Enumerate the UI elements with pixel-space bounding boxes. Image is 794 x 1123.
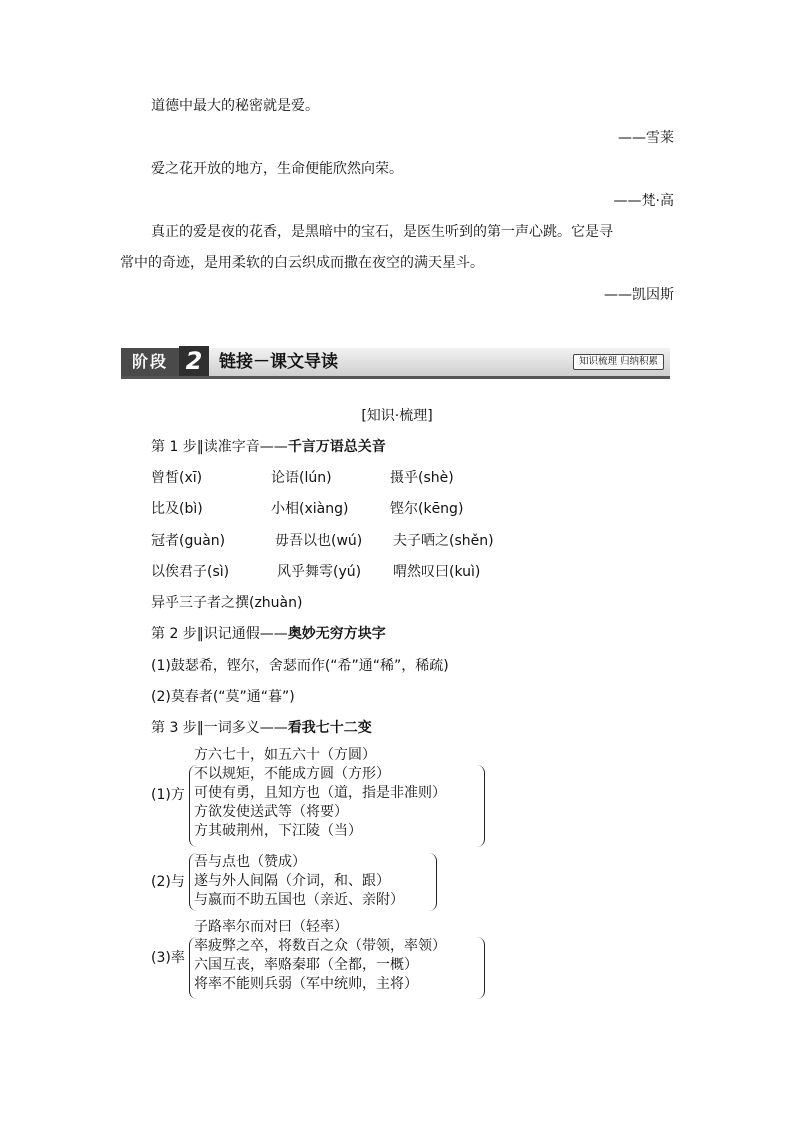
quote-1-text: 道德中最大的秘密就是爱。 — [151, 98, 319, 114]
step1-cell: 曾皙(xī) — [151, 470, 203, 486]
polysemy-item: 六国互丧，率赂秦耶（全都，一概） — [194, 957, 418, 973]
polysemy-label: (3)率 — [151, 950, 185, 966]
step1-cell: 以俟君子(sì) — [151, 564, 230, 580]
step3-heading — [151, 718, 372, 738]
step3-label: 第 3 步‖一词多义—— — [151, 720, 288, 736]
section-banner — [121, 348, 670, 379]
polysemy-label: (2)与 — [151, 874, 185, 890]
step1-cell: 论语(lún) — [271, 470, 332, 486]
step1-cell: 比及(bì) — [151, 501, 203, 517]
step1-cell: 毋吾以也(wú) — [275, 533, 363, 549]
banner-tag: 知识梳理 归纳积累 — [573, 354, 664, 370]
step1-cell: 异乎三子者之撰(zhuàn) — [151, 595, 303, 611]
step1-cell: 小相(xiàng) — [271, 501, 349, 517]
polysemy-item: 方其破荆州，下江陵（当） — [194, 823, 362, 839]
stage-label: 阶段 — [121, 348, 179, 376]
step1-heading — [151, 437, 386, 457]
quote-2-author: ——梵·高 — [613, 193, 674, 209]
step1-cell: 摄乎(shè) — [390, 470, 454, 486]
quote-1-author: ——雪莱 — [618, 130, 674, 146]
step1-cell: 铿尔(kēng) — [390, 501, 464, 517]
step1-cell: 喟然叹曰(kuì) — [393, 564, 481, 580]
quote-3-author: ——凯因斯 — [604, 287, 674, 303]
polysemy-item: 遂与外人间隔（介词，和、跟） — [194, 873, 390, 889]
step2-label: 第 2 步‖识记通假—— — [151, 626, 288, 642]
step1-label: 第 1 步‖读准字音—— — [151, 439, 288, 455]
quote-2-text: 爱之花开放的地方，生命便能欣然向荣。 — [151, 161, 403, 177]
stage-number: 2 — [179, 346, 209, 376]
polysemy-label: (1)方 — [151, 787, 185, 803]
banner-title: 链接－课文导读 — [219, 352, 338, 372]
step2-item: (1)鼓瑟希，铿尔，舍瑟而作(“希”通“稀”，稀疏) — [151, 658, 449, 674]
step2-title: 奥妙无穷方块字 — [287, 626, 386, 642]
polysemy-item: 可使有勇，且知方也（道，指是非准则） — [194, 785, 446, 801]
polysemy-item: 不以规矩，不能成方圆（方形） — [194, 766, 390, 782]
polysemy-item: 方欲发使送武等（将要） — [194, 804, 348, 820]
polysemy-item: 方六七十，如五六十（方圆） — [194, 747, 376, 763]
quote-3-text-line2: 常中的奇迹，是用柔软的白云织成而撒在夜空的满天星斗。 — [120, 255, 484, 271]
polysemy-item: 与嬴而不助五国也（亲近、亲附） — [194, 892, 404, 908]
step1-cell: 夫子哂之(shěn) — [393, 533, 494, 549]
polysemy-item: 子路率尔而对曰（轻率） — [194, 919, 348, 935]
step2-item: (2)莫春者(“莫”通“暮”) — [151, 689, 295, 705]
quote-3-text-line1: 真正的爱是夜的花香，是黑暗中的宝石，是医生听到的第一声心跳。它是寻 — [151, 224, 613, 240]
step1-title: 千言万语总关音 — [287, 439, 386, 455]
step1-cell: 风乎舞雩(yú) — [277, 564, 362, 580]
polysemy-item: 率疲弊之卒，将数百之众（带领，率领） — [194, 938, 446, 954]
step1-cell: 冠者(guàn) — [151, 533, 226, 549]
polysemy-item: 将率不能则兵弱（军中统帅，主将） — [194, 976, 418, 992]
polysemy-item: 吾与点也（赞成） — [194, 854, 306, 870]
section-heading: [知识·梳理] — [361, 408, 433, 424]
step2-heading — [151, 624, 386, 644]
step3-title: 看我七十二变 — [287, 720, 372, 736]
